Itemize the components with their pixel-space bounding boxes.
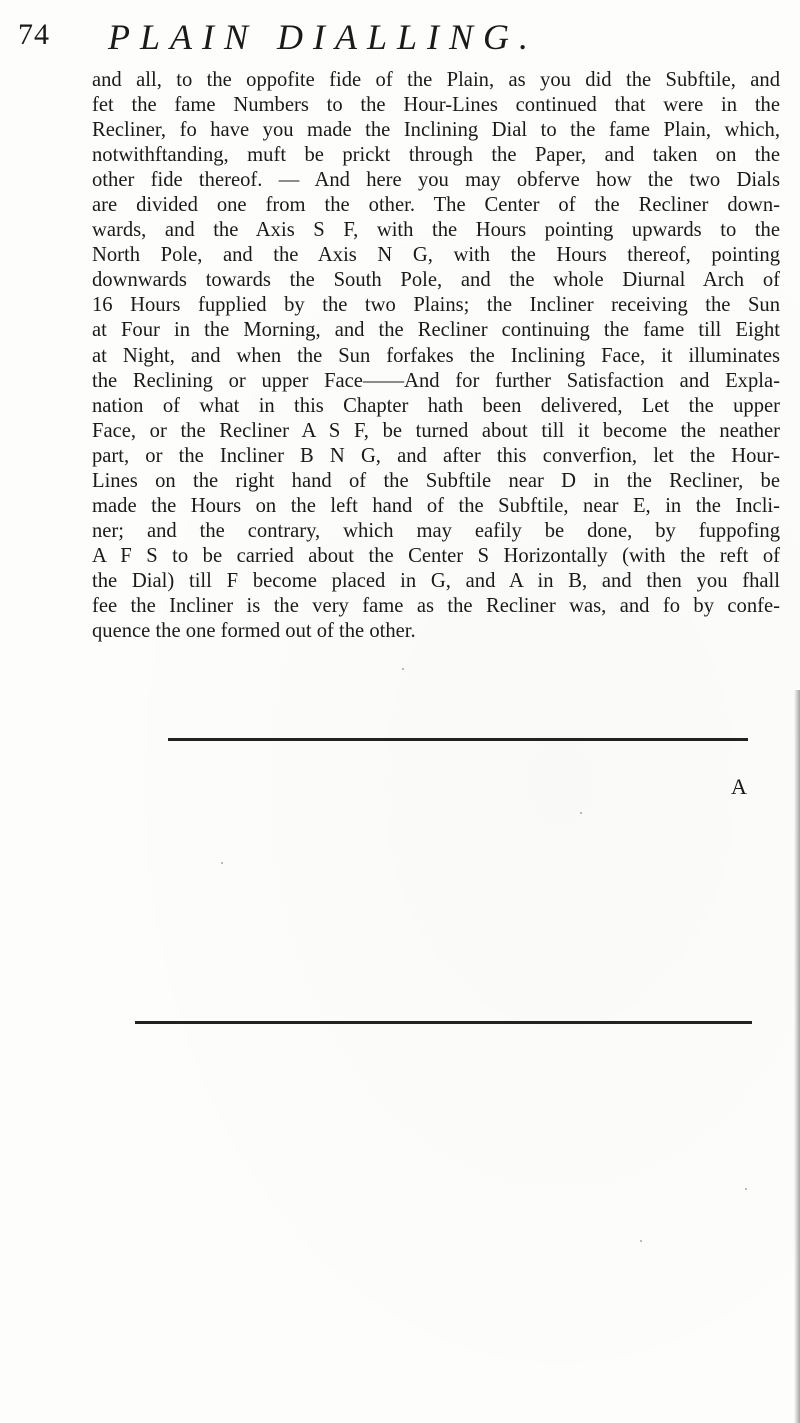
body-line: A F S to be carried about the Center S Horizontally (with the reft of bbox=[92, 544, 780, 567]
paper-speck bbox=[221, 862, 223, 864]
body-line: the Dial) till F become placed in G, and A in B, and then you fhall bbox=[92, 569, 780, 592]
body-line: made the Hours on the left hand of the Subftile, near E, in the Incli- bbox=[92, 494, 780, 517]
body-line: North Pole, and the Axis N G, with the Hours thereof, pointing bbox=[92, 244, 780, 267]
body-line: Face, or the Recliner A S F, be turned about till it become the neather bbox=[92, 419, 780, 442]
catchword: A bbox=[731, 774, 747, 799]
body-line: Lines on the right hand of the Subftile near D in the Recliner, be bbox=[92, 469, 780, 492]
body-line: the Reclining or upper Face——And for further Satisfaction and Expla- bbox=[92, 369, 780, 392]
body-line: wards, and the Axis S F, with the Hours pointing upwards to the bbox=[92, 219, 780, 242]
paper-speck bbox=[580, 812, 582, 814]
body-line: notwithftanding, muft be prickt through the Paper, and taken on the bbox=[92, 144, 780, 167]
paper-speck bbox=[640, 1240, 642, 1242]
body-line: ner; and the contrary, which may eafily be done, by fuppofing bbox=[92, 519, 780, 542]
horizontal-rule-bottom bbox=[135, 1021, 752, 1024]
body-line: nation of what in this Chapter hath been delivered, Let the upper bbox=[92, 394, 780, 417]
body-line: and all, to the oppofite fide of the Plain, as you did the Subftile, and bbox=[92, 69, 780, 91]
body-line: Recliner, fo have you made the Inclining Dial to the fame Plain, which, bbox=[92, 119, 780, 142]
horizontal-rule-top bbox=[168, 738, 748, 741]
body-line: other fide thereof. — And here you may obferve how the two Dials bbox=[92, 169, 780, 192]
running-head: PLAIN DIALLING. bbox=[108, 17, 539, 57]
body-line: are divided one from the other. The Center of the Recliner down- bbox=[92, 194, 780, 217]
body-line: fet the fame Numbers to the Hour-Lines continued that were in the bbox=[92, 94, 780, 117]
page-number: 74 bbox=[18, 18, 50, 51]
body-line: at Night, and when the Sun forfakes the Inclining Face, it illuminates bbox=[92, 344, 780, 367]
page-edge-shadow bbox=[794, 690, 800, 1423]
body-line: 16 Hours fupplied by the two Plains; the Incliner receiving the Sun bbox=[92, 294, 780, 317]
paper-speck bbox=[745, 1188, 747, 1190]
body-line: part, or the Incliner B N G, and after this converfion, let the Hour- bbox=[92, 444, 780, 467]
body-line: fee the Incliner is the very fame as the Recliner was, and fo by confe- bbox=[92, 594, 780, 617]
body-line: at Four in the Morning, and the Recliner continuing the fame till Eight bbox=[92, 319, 780, 342]
body-line: quence the one formed out of the other. bbox=[92, 620, 416, 643]
paper-speck bbox=[402, 668, 404, 670]
body-line: downwards towards the South Pole, and the whole Diurnal Arch of bbox=[92, 269, 780, 292]
body-text bbox=[92, 68, 780, 644]
